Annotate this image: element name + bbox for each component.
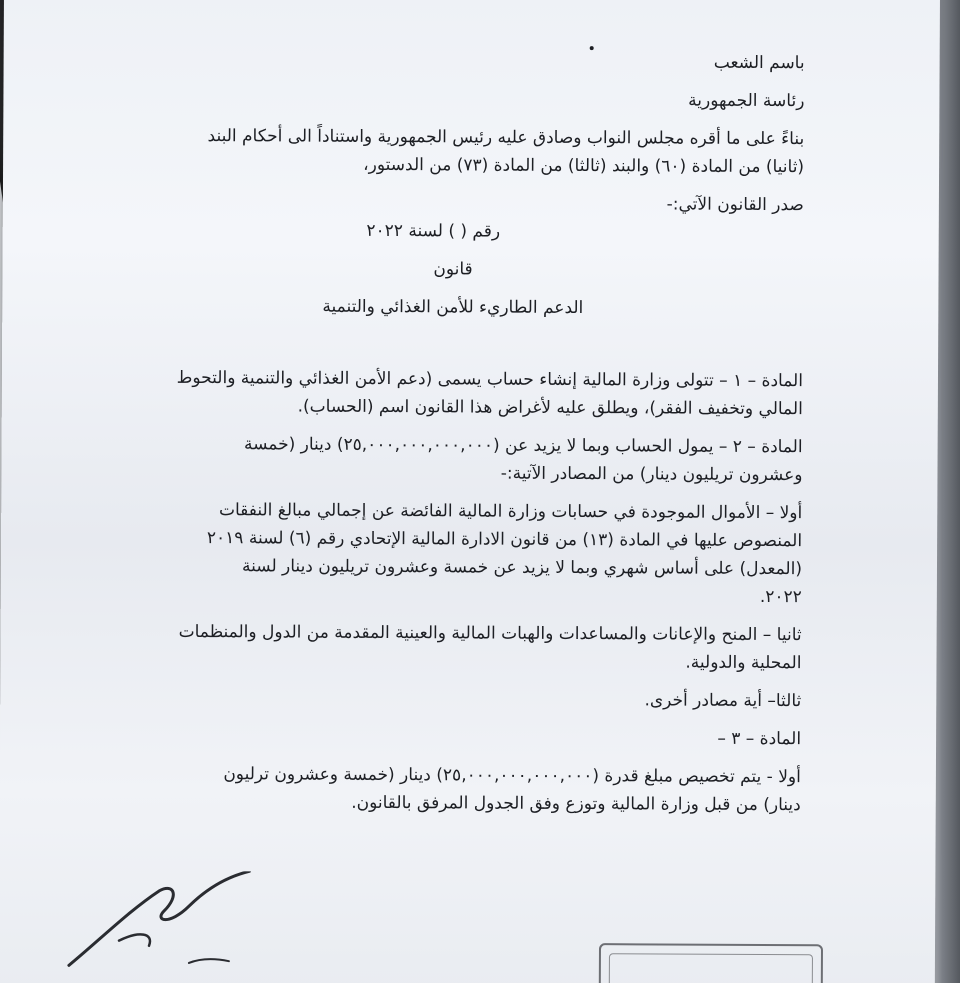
header-presidency: رئاسة الجمهورية xyxy=(688,90,805,112)
stamp-inner-frame xyxy=(609,953,813,983)
article-1-line-1: المادة – ١ – تتولى وزارة المالية إنشاء حساب يسمى (دعم الأمن الغذائي والتنمية والتحوط xyxy=(176,367,804,392)
article-3-first-line-1: أولا - يتم تخصيص مبلغ قدرة (٢٥,٠٠٠,٠٠٠,٠٠٠,٠٠٠) دينار (خمسة وعشرون ترليون xyxy=(223,764,801,788)
stamp-frame xyxy=(599,943,823,983)
first-source-line-1: أولا – الأموال الموجودة في حسابات وزارة المالية الفائضة عن إجمالي مبالغ النفقات xyxy=(218,500,803,524)
article-1-line-2: المالي وتخفيف الفقر)، ويطلق عليه لأغراض هذا القانون اسم (الحساب). xyxy=(297,396,803,420)
issuance-statement: صدر القانون الآتي:- xyxy=(666,194,804,216)
first-source-line-2: المنصوص عليها في المادة (١٣) من قانون الادارة المالية الإتحادي رقم (٦) لسنة ٢٠١٩ xyxy=(206,528,803,552)
second-source-line-1: ثانيا – المنح والإعانات والمساعدات والهبات المالية والعينية المقدمة من الدول والمنظمات xyxy=(178,621,802,646)
first-source-line-3: (المعدل) على أساس شهري وبما لا يزيد عن خمسة وعشرون تريليون دينار لسنة xyxy=(242,556,803,580)
article-2-line-2: وعشرون تريليون دينار) من المصادر الآتية:- xyxy=(500,463,803,486)
law-word: قانون xyxy=(433,259,473,280)
preamble-line-2: (ثانيا) من المادة (٦٠) والبند (ثالثا) من المادة (٧٣) من الدستور، xyxy=(363,154,805,178)
first-source-line-4: ٢٠٢٢. xyxy=(759,586,802,608)
law-title: الدعم الطاريء للأمن الغذائي والتنمية xyxy=(322,296,584,319)
second-source-line-2: المحلية والدولية. xyxy=(685,652,802,674)
article-3-heading: المادة – ٣ – xyxy=(717,728,802,750)
handwritten-signature xyxy=(59,870,260,971)
preamble-line-1: بناءً على ما أقره مجلس النواب وصادق عليه رئيس الجمهورية واستناداً الى أحكام البند xyxy=(207,126,805,150)
third-source: ثالثا– أية مصادر أخرى. xyxy=(644,690,802,712)
document-body xyxy=(100,46,805,820)
article-3-first-line-2: دينار) من قبل وزارة المالية وتوزع وفق الجدول المرفق بالقانون. xyxy=(351,792,801,816)
law-number-line: رقم ( ) لسنة ٢٠٢٢ xyxy=(366,220,501,242)
article-2-line-1: المادة – ٢ – يمول الحساب وبما لا يزيد عن (٢٥,٠٠٠,٠٠٠,٠٠٠,٠٠٠) دينار (خمسة xyxy=(243,434,803,458)
header-in-the-name-of-people: باسم الشعب xyxy=(713,52,805,74)
